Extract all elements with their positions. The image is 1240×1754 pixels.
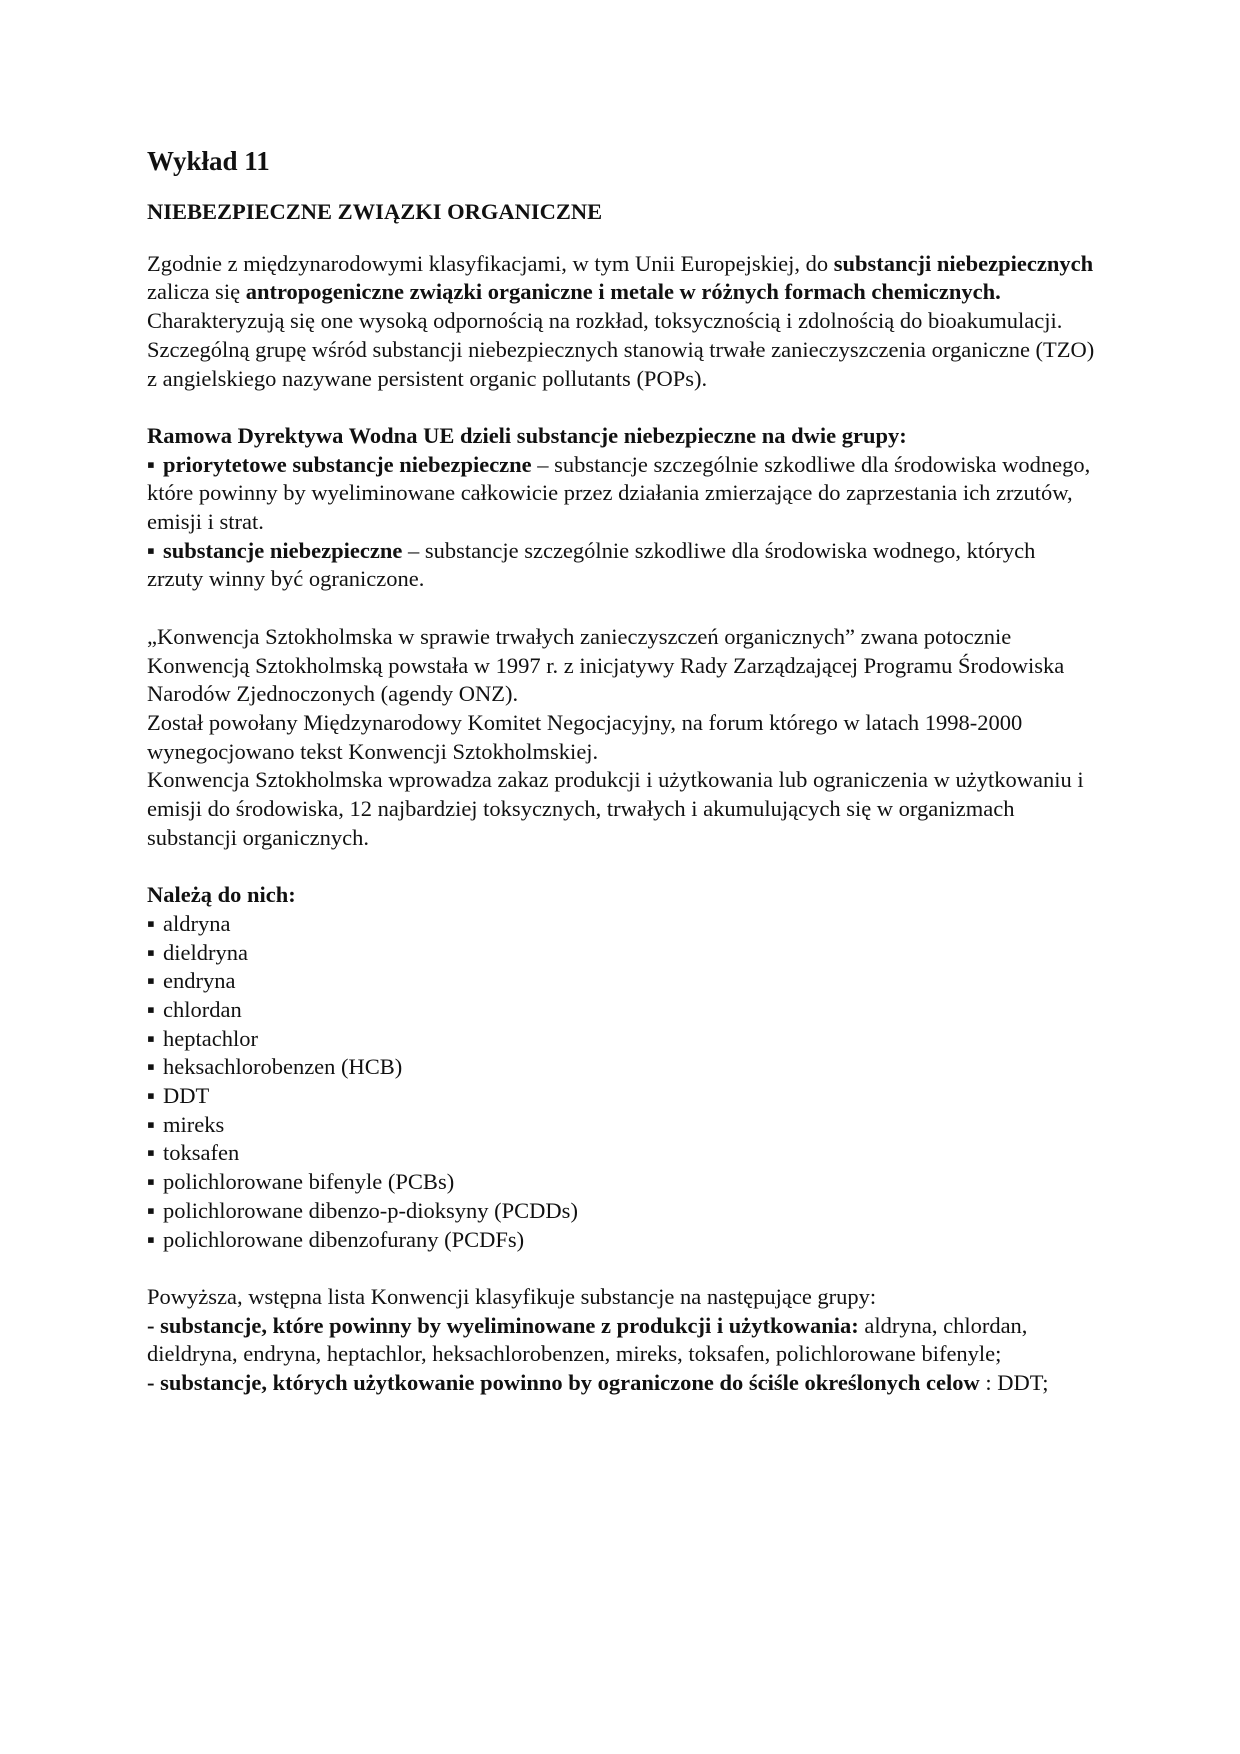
- bullet-icon: ▪: [147, 1054, 155, 1080]
- lecture-title: Wykład 11: [147, 146, 270, 176]
- bullet-icon: ▪: [147, 1197, 155, 1223]
- list-item-label: heptachlor: [163, 1025, 258, 1051]
- convention-paragraph-1: „Konwencja Sztokholmska w sprawie trwałych zanieczyszczeń organicznych” zwana potocznie Konwencją Sztokholmską powstała w 1997 r. z inicjatywy Rady Zarządzającej Programu Środowiska Narodów Zjednoczonych (agendy ONZ).: [147, 623, 1065, 707]
- list-item-label: mireks: [163, 1111, 225, 1137]
- bullet-icon: ▪: [147, 1140, 155, 1166]
- spacer: [147, 1254, 1097, 1283]
- list-item: [147, 1197, 1097, 1226]
- directive-item-1-term: priorytetowe substancje niebezpieczne: [163, 451, 532, 477]
- group-2: [147, 1369, 1097, 1398]
- intro-paragraph-2: Charakteryzują się one wysoką odpornością na rozkład, toksycznością i zdolnością do bioakumulacji.: [147, 308, 1063, 334]
- bullet-icon: ▪: [147, 939, 155, 965]
- list-item: [147, 1025, 1097, 1054]
- list-item-label: chlordan: [163, 996, 242, 1022]
- spacer: [147, 393, 1097, 422]
- bullet-icon: ▪: [147, 1083, 155, 1109]
- bullet-icon: ▪: [147, 1169, 155, 1195]
- section-title: NIEBEZPIECZNE ZWIĄZKI ORGANICZNE: [147, 199, 603, 224]
- group-2-text: : DDT;: [979, 1370, 1049, 1396]
- list-item-label: endryna: [163, 968, 236, 994]
- spacer: [147, 594, 1097, 623]
- substances-heading-text: Należą do nich:: [147, 882, 296, 908]
- list-item: [147, 1226, 1097, 1255]
- list-item: [147, 1111, 1097, 1140]
- directive-item-2-text: – substancje szczególnie szkodliwe dla środowiska wodnego, których zrzuty winny być ograniczone.: [147, 537, 1036, 592]
- substances-list: [147, 910, 1097, 1254]
- directive-item-2: [147, 537, 1097, 594]
- list-item: [147, 910, 1097, 939]
- bullet-icon: ▪: [147, 1226, 155, 1252]
- list-item-label: toksafen: [163, 1140, 240, 1166]
- intro-paragraph-3: Szczególną grupę wśród substancji niebezpiecznych stanowią trwałe zanieczyszczenia organiczne (TZO) z angielskiego nazywane persistent organic pollutants (POPs).: [147, 336, 1095, 391]
- intro-text-a: Zgodnie z międzynarodowymi klasyfikacjami, w tym Unii Europejskiej, do: [147, 250, 834, 276]
- intro-term-compounds: antropogeniczne związki organiczne i metale w różnych formach chemicznych.: [245, 279, 1001, 305]
- list-item: [147, 1053, 1097, 1082]
- document-page: [147, 144, 1097, 1398]
- group-1-text: aldryna, chlordan, dieldryna, endryna, heptachlor, heksachlorobenzen, mireks, toksafen, polichlorowane bifenyle;: [147, 1312, 1028, 1367]
- directive-heading: [147, 422, 1097, 451]
- list-item: [147, 1168, 1097, 1197]
- list-item-label: polichlorowane dibenzofurany (PCDFs): [163, 1226, 525, 1252]
- list-item: [147, 1082, 1097, 1111]
- directive-item-2-term: substancje niebezpieczne: [163, 537, 403, 563]
- convention-paragraph-3: Konwencja Sztokholmska wprowadza zakaz produkcji i użytkowania lub ograniczenia w użytkowaniu i emisji do środowiska, 12 najbardziej toksycznych, trwałych i akumulujących się w organizmach substancji organicznych.: [147, 767, 1084, 850]
- intro-paragraph-1: [147, 250, 1097, 307]
- intro-term-hazardous: substancji niebezpiecznych: [833, 250, 1094, 276]
- groups-intro: Powyższa, wstępna lista Konwencji klasyfikuje substancje na następujące grupy:: [147, 1283, 877, 1309]
- bullet-icon: ▪: [147, 1111, 155, 1137]
- list-item-label: heksachlorobenzen (HCB): [163, 1054, 403, 1080]
- group-1: [147, 1312, 1097, 1369]
- directive-item-1-text: – substancje szczególnie szkodliwe dla środowiska wodnego, które powinny by wyeliminowane całkowicie przez działania zmierzające do zaprzestania ich zrzutów, emisji i strat.: [147, 451, 1091, 535]
- list-item-label: polichlorowane bifenyle (PCBs): [163, 1169, 455, 1195]
- directive-item-1: [147, 451, 1097, 537]
- intro-text-c: zalicza się: [147, 279, 246, 305]
- list-item: [147, 996, 1097, 1025]
- spacer: [147, 852, 1097, 881]
- bullet-icon: ▪: [147, 996, 155, 1022]
- directive-heading-text: Ramowa Dyrektywa Wodna UE dzieli substancje niebezpieczne na dwie grupy:: [147, 422, 907, 448]
- list-item: [147, 939, 1097, 968]
- list-item-label: dieldryna: [163, 939, 248, 965]
- bullet-icon: ▪: [147, 910, 155, 936]
- list-item: [147, 1139, 1097, 1168]
- bullet-icon: ▪: [147, 451, 155, 477]
- bullet-icon: ▪: [147, 537, 155, 563]
- group-1-term: - substancje, które powinny by wyeliminowane z produkcji i użytkowania:: [147, 1312, 859, 1338]
- substances-heading: [147, 881, 1097, 910]
- list-item-label: DDT: [163, 1083, 210, 1109]
- list-item-label: aldryna: [163, 910, 231, 936]
- group-2-term: - substancje, których użytkowanie powinno by ograniczone do ściśle określonych celow: [147, 1370, 980, 1396]
- bullet-icon: ▪: [147, 1025, 155, 1051]
- list-item: [147, 967, 1097, 996]
- convention-paragraph-2: Został powołany Międzynarodowy Komitet Negocjacyjny, na forum którego w latach 1998-2000 wynegocjowano tekst Konwencji Sztokholmskiej.: [147, 709, 1023, 764]
- bullet-icon: ▪: [147, 968, 155, 994]
- list-item-label: polichlorowane dibenzo-p-dioksyny (PCDDs): [163, 1197, 578, 1223]
